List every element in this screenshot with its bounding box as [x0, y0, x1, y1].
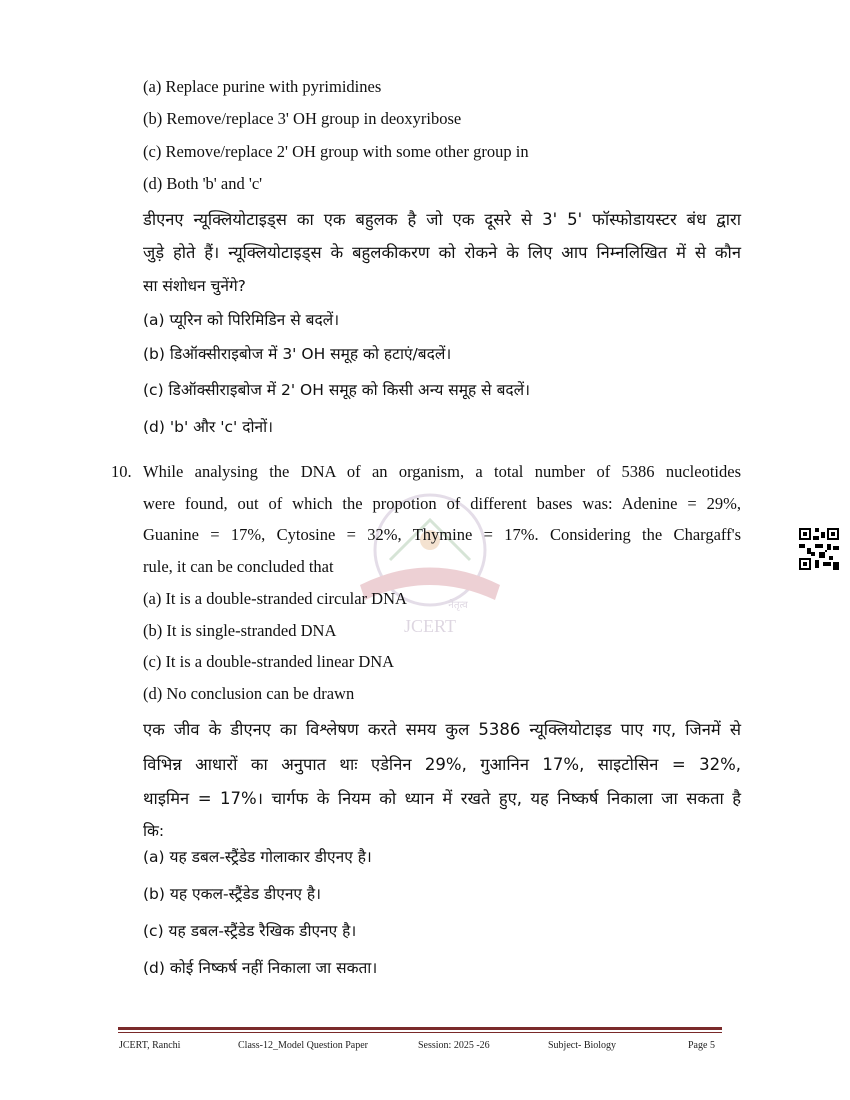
footer-subject: Subject- Biology: [548, 1040, 617, 1051]
q10-option-b-hi: (b) यह एकल-स्ट्रैंडेड डीएनए है।: [143, 885, 322, 903]
q9-option-a-en: (a) Replace purine with pyrimidines: [143, 77, 382, 96]
footer-session: Session: 2025 -26: [418, 1040, 490, 1051]
q10-question-line2: were found, out of which the propotion of different bases was: Adenine = 29%,: [143, 494, 741, 513]
footer-org: JCERT, Ranchi: [119, 1040, 181, 1051]
footer-rule-thick: [118, 1027, 722, 1030]
q10-option-c-en: (c) It is a double-stranded linear DNA: [143, 652, 395, 671]
q9-option-b-hi: (b) डिऑक्सीराइबोज में 3' OH समूह को हटाएं/बदलें।: [143, 345, 452, 363]
q10-option-c-hi: (c) यह डबल-स्ट्रैंडेड रैखिक डीएनए है।: [143, 922, 357, 940]
footer-page-number: Page 5: [688, 1040, 715, 1051]
q9-option-b-en: (b) Remove/replace 3' OH group in deoxyribose: [143, 109, 462, 128]
q10-option-a-hi: (a) यह डबल-स्ट्रैंडेड गोलाकार डीएनए है।: [143, 848, 372, 866]
q10-hindi-question-line3: थाइमिन = 17%। चार्गफ के नियम को ध्यान में रखते हुए, यह निष्कर्ष निकाला जा सकता है: [143, 789, 741, 808]
q10-option-d-hi: (d) कोई निष्कर्ष नहीं निकाला जा सकता।: [143, 959, 378, 977]
q10-question-line1: While analysing the DNA of an organism, a total number of 5386 nucleotides: [143, 462, 741, 481]
q10-option-d-en: (d) No conclusion can be drawn: [143, 684, 355, 703]
q9-option-d-hi: (d) 'b' और 'c' दोनों।: [143, 418, 273, 436]
q9-hindi-question-line2: जुड़े होते हैं। न्यूक्लियोटाइड्स के बहुलकीकरण को रोकने के लिए आप निम्नलिखित में से कौन: [143, 243, 741, 262]
q9-option-c-en: (c) Remove/replace 2' OH group with some other group in: [143, 142, 529, 161]
footer-rule-thin: [118, 1032, 722, 1033]
q9-hindi-question-line1: डीएनए न्यूक्लियोटाइड्स का एक बहुलक है जो एक दूसरे से 3' 5' फॉस्फोडायस्टर बंध द्वारा: [143, 210, 741, 229]
q10-question-line4: rule, it can be concluded that: [143, 557, 334, 576]
q9-option-a-hi: (a) प्यूरिन को पिरिमिडिन से बदलें।: [143, 311, 340, 329]
q10-hindi-question-line4: कि:: [143, 822, 165, 840]
q10-option-a-en: (a) It is a double-stranded circular DNA: [143, 589, 407, 608]
q10-hindi-question-line1: एक जीव के डीएनए का विश्लेषण करते समय कुल 5386 न्यूक्लियोटाइड पाए गए, जिनमें से: [143, 720, 741, 739]
q10-question-line3: Guanine = 17%, Cytosine = 32%, Thymine = 17%. Considering the Chargaff's: [143, 525, 741, 544]
q9-option-c-hi: (c) डिऑक्सीराइबोज में 2' OH समूह को किसी अन्य समूह से बदलें।: [143, 381, 531, 399]
q10-option-b-en: (b) It is single-stranded DNA: [143, 621, 337, 640]
q10-hindi-question-line2: विभिन्न आधारों का अनुपात थाः एडेनिन 29%, गुआनिन 17%, साइटोसिन = 32%,: [143, 755, 741, 774]
watermark-text: JCERT: [404, 616, 456, 636]
q9-hindi-question-line3: सा संशोधन चुनेंगे?: [143, 277, 246, 295]
watermark-subtext: नेतृत्व: [448, 600, 468, 611]
qr-code-icon[interactable]: [799, 528, 839, 570]
q9-option-d-en: (d) Both 'b' and 'c': [143, 174, 263, 193]
footer-paper: Class-12_Model Question Paper: [238, 1040, 368, 1051]
q10-number: 10.: [111, 462, 132, 481]
